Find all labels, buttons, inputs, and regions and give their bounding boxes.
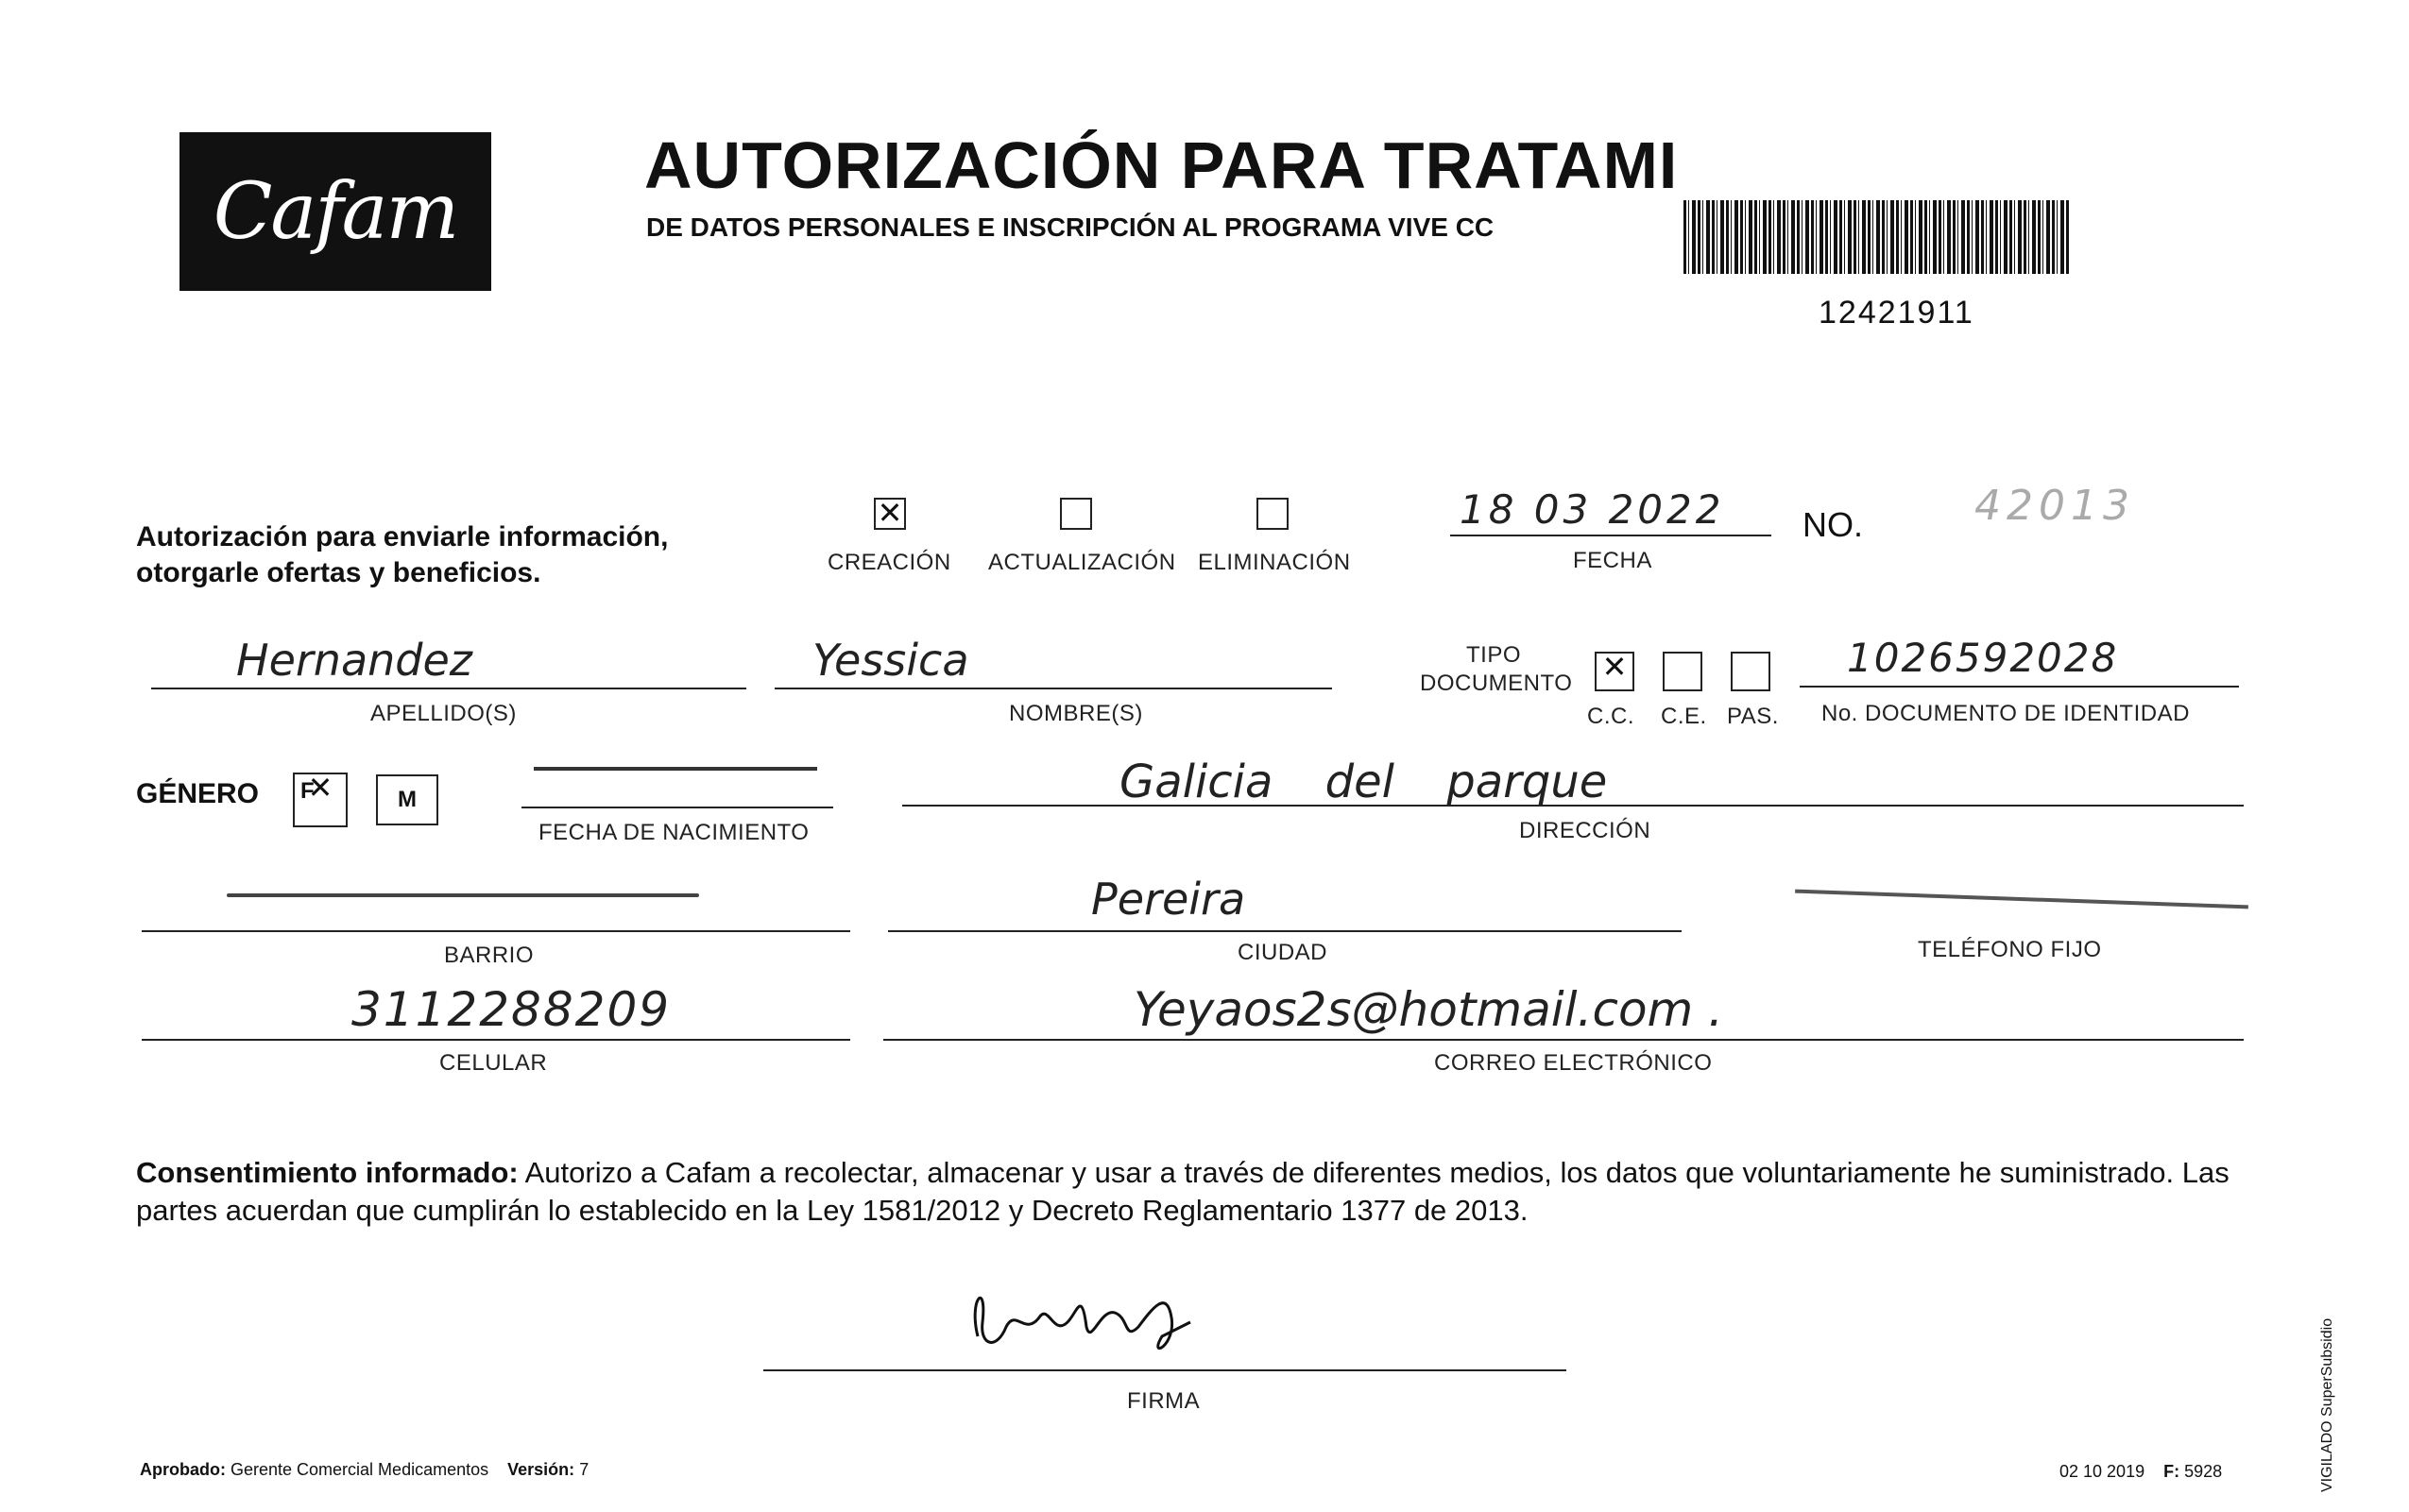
footer-right — [2059, 1462, 2222, 1482]
form-label: F: — [2163, 1462, 2180, 1481]
apellidos-label: APELLIDO(S) — [370, 701, 517, 726]
barcode — [1683, 200, 2071, 274]
signature-label: FIRMA — [1127, 1388, 1201, 1414]
telefono-label: TELÉFONO FIJO — [1918, 937, 2102, 962]
fecha-label: FECHA — [1573, 548, 1652, 573]
actualizacion-checkbox[interactable] — [1060, 498, 1092, 530]
cafam-logo — [179, 132, 491, 291]
aprobado-label: Aprobado: — [140, 1460, 226, 1479]
barcode-number: 12421911 — [1819, 295, 1974, 331]
gender-m-label: M — [398, 787, 417, 812]
form-value: 5928 — [2184, 1462, 2223, 1481]
consent-paragraph — [136, 1154, 2233, 1230]
correo-value[interactable]: Yeyaos2s@hotmail.com . — [1134, 982, 1724, 1037]
barrio-line — [142, 930, 850, 932]
doc-number-value[interactable]: 1026592028 — [1847, 635, 2119, 681]
fecha-line — [1450, 535, 1771, 536]
signature-drawing — [959, 1270, 1204, 1365]
nombres-value[interactable]: Yessica — [812, 635, 969, 686]
cc-label: C.C. — [1587, 704, 1634, 729]
cc-checkbox[interactable] — [1595, 652, 1634, 691]
fecha-value[interactable]: 18 03 2022 — [1460, 486, 1725, 533]
no-value: 42013 — [1974, 482, 2135, 530]
logo-text: Cafam — [213, 166, 458, 257]
form-title: AUTORIZACIÓN PARA TRATAMI — [644, 128, 1679, 202]
eliminacion-checkbox[interactable] — [1256, 498, 1289, 530]
tipo-label: TIPO — [1466, 642, 1522, 668]
doc-number-line — [1800, 686, 2239, 688]
barrio-strike — [227, 893, 699, 897]
pas-checkbox[interactable] — [1731, 652, 1770, 691]
gender-f-checkbox[interactable] — [293, 773, 348, 827]
direccion-value[interactable]: Galicia del parque — [1119, 756, 1608, 808]
authorization-heading-1: Autorización para enviarle información, — [136, 521, 669, 552]
nombres-label: NOMBRE(S) — [1009, 701, 1143, 726]
telefono-strike — [1795, 890, 2248, 909]
signature-line — [763, 1369, 1566, 1371]
consent-lead: Consentimiento informado: — [136, 1156, 519, 1189]
nombres-line — [775, 688, 1332, 689]
apellidos-value[interactable]: Hernandez — [236, 635, 472, 686]
gender-f-label: F — [300, 778, 315, 804]
genero-label: GÉNERO — [136, 778, 260, 809]
aprobado-value: Gerente Comercial Medicamentos — [231, 1460, 489, 1479]
doc-number-label: No. DOCUMENTO DE IDENTIDAD — [1821, 701, 2190, 726]
creacion-label: CREACIÓN — [828, 550, 951, 575]
footer-left — [140, 1460, 589, 1480]
ce-label: C.E. — [1661, 704, 1707, 729]
ciudad-line — [888, 930, 1682, 932]
correo-label: CORREO ELECTRÓNICO — [1434, 1050, 1713, 1076]
direccion-label: DIRECCIÓN — [1519, 818, 1651, 843]
pas-label: PAS. — [1727, 704, 1779, 729]
ce-checkbox[interactable] — [1663, 652, 1702, 691]
version-value: 7 — [579, 1460, 589, 1479]
consent-text: Autorizo a Cafam a recolectar, almacenar y usar a través de diferentes medios, los datos que voluntariamente he suministrado. Las partes acuerdan que cumplirán lo establecido en la Ley 1581/2012 y Decreto Reglamentario 1377 de 2013. — [136, 1156, 2230, 1227]
birthdate-label: FECHA DE NACIMIENTO — [538, 820, 810, 845]
birthdate-line — [521, 807, 833, 808]
celular-value[interactable]: 3112288209 — [351, 982, 672, 1037]
actualizacion-label: ACTUALIZACIÓN — [988, 550, 1176, 575]
barrio-label: BARRIO — [444, 943, 535, 968]
gender-m-checkbox[interactable] — [376, 774, 438, 825]
celular-line — [142, 1039, 850, 1041]
celular-label: CELULAR — [439, 1050, 548, 1076]
ciudad-label: CIUDAD — [1238, 940, 1328, 965]
form-subtitle: DE DATOS PERSONALES E INSCRIPCIÓN AL PROGRAMA VIVE CC — [646, 212, 1495, 242]
correo-line — [883, 1039, 2244, 1041]
vigilado-text: VIGILADO SuperSubsidio — [2319, 1317, 2335, 1492]
creacion-checkbox[interactable] — [874, 498, 906, 530]
footer-date: 02 10 2019 — [2059, 1462, 2145, 1481]
version-label: Versión: — [507, 1460, 575, 1479]
apellidos-line — [151, 688, 746, 689]
birthdate-strike — [534, 767, 817, 771]
authorization-heading-2: otorgarle ofertas y beneficios. — [136, 557, 541, 588]
no-label: NO. — [1802, 505, 1864, 544]
eliminacion-label: ELIMINACIÓN — [1198, 550, 1351, 575]
documento-label: DOCUMENTO — [1420, 671, 1573, 696]
ciudad-value[interactable]: Pereira — [1091, 874, 1246, 925]
